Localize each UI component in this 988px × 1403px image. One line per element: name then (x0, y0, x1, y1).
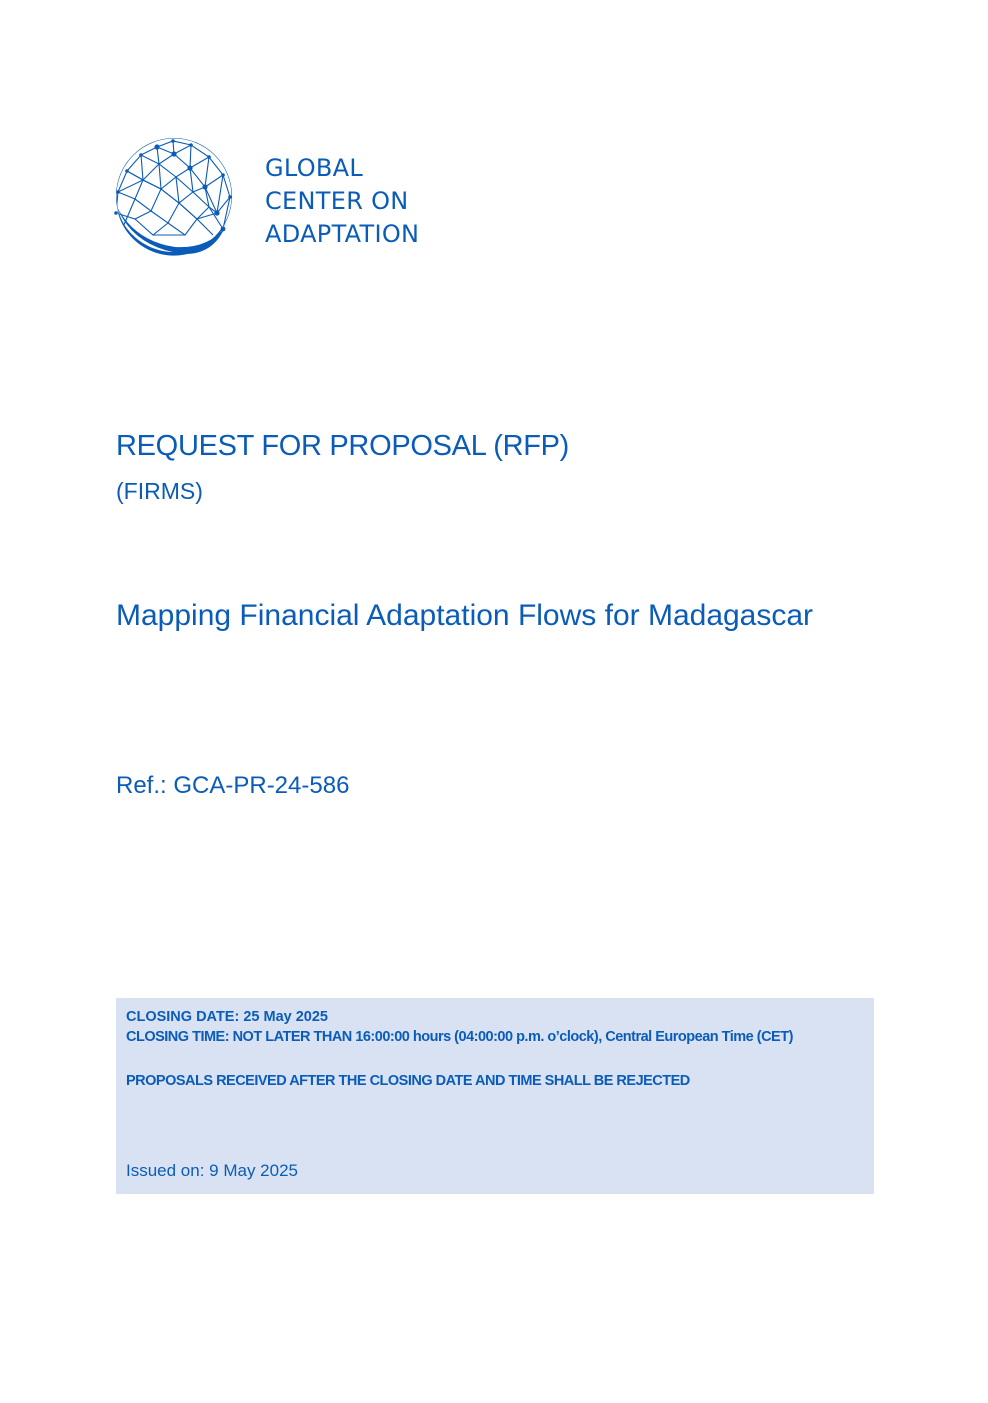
logo-line-adaptation: ADAPTATION (265, 220, 420, 248)
rejection-notice: PROPOSALS RECEIVED AFTER THE CLOSING DATE AND TIME SHALL BE REJECTED (126, 1073, 690, 1089)
logo-line-global: GLOBAL (265, 154, 364, 182)
logo-wordmark (265, 152, 419, 251)
issued-date: Issued on: 9 May 2025 (126, 1161, 299, 1180)
closing-time: CLOSING TIME: NOT LATER THAN 16:00:00 hours (04:00:00 p.m. o’clock), Central European Time (CET) (126, 1029, 793, 1045)
reference-number: Ref.: GCA-PR-24-586 (116, 772, 350, 799)
rfp-title: REQUEST FOR PROPOSAL (RFP) (116, 430, 570, 462)
gca-logo (113, 137, 433, 259)
logo-line-center-on: CENTER ON (265, 187, 409, 215)
globe-icon (113, 137, 235, 259)
project-title: Mapping Financial Adaptation Flows for Madagascar (116, 599, 814, 632)
closing-info-box (116, 998, 874, 1194)
closing-date: CLOSING DATE: 25 May 2025 (126, 1009, 328, 1025)
rfp-subtitle: (FIRMS) (116, 478, 203, 504)
